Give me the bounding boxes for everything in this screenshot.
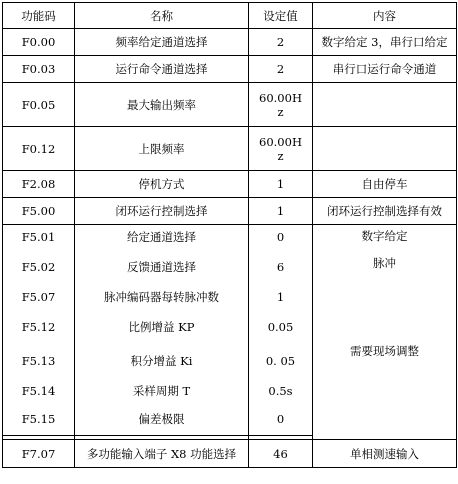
row-code: F7.07 [3,440,75,468]
table-row [3,225,457,250]
value-line: 60.00H [259,134,302,149]
row-code: F5.12 [3,310,75,344]
row-content: 闭环运行控制选择有效 [313,198,457,225]
value-line: z [277,104,284,119]
row-code: F2.08 [3,171,75,198]
row-value: 6 [249,250,313,284]
row-value: 0.5s [249,378,313,404]
row-code: F0.00 [3,29,75,56]
merged-content-line: 需要现场调整 [350,344,419,358]
value-line: 60.00H [259,90,302,105]
row-content: 数字给定 3，串行口给定 [313,29,457,56]
table-row [3,56,457,83]
row-code: F5.00 [3,198,75,225]
row-code: F0.12 [3,127,75,171]
row-value: 2 [249,29,313,56]
row-code: F5.07 [3,284,75,310]
row-content [313,127,457,171]
row-name: 运行命令通道选择 [75,56,249,83]
header-name: 名称 [75,3,249,29]
parameter-table [2,2,457,468]
header-content: 内容 [313,3,457,29]
row-code: F5.15 [3,404,75,436]
row-name: 脉冲编码器每转脉冲数 [75,284,249,310]
row-name: 采样周期 T [75,378,249,404]
row-name: 最大输出频率 [75,83,249,127]
row-code: F5.13 [3,344,75,378]
row-value: 0 [249,225,313,250]
row-name: 停机方式 [75,171,249,198]
row-name: 偏差极限 [75,404,249,436]
table-row [3,440,457,468]
row-value: 1 [249,171,313,198]
merged-content-line: 脉冲 [373,256,396,270]
row-value [249,127,313,171]
row-content: 串行口运行命令通道 [313,56,457,83]
row-value: 1 [249,198,313,225]
table-row [3,171,457,198]
row-code: F5.01 [3,225,75,250]
row-value: 1 [249,284,313,310]
row-code: F5.02 [3,250,75,284]
header-value: 设定值 [249,3,313,29]
value-line: z [277,148,284,163]
row-value: 0. 05 [249,344,313,378]
merged-content-cell [313,225,457,440]
row-value: 2 [249,56,313,83]
row-value [249,83,313,127]
table-row [3,127,457,171]
row-value: 0.05 [249,310,313,344]
row-code: F5.14 [3,378,75,404]
row-code: F0.03 [3,56,75,83]
header-code: 功能码 [3,3,75,29]
row-name: 比例增益 KP [75,310,249,344]
row-name: 给定通道选择 [75,225,249,250]
row-name: 反馈通道选择 [75,250,249,284]
row-name: 闭环运行控制选择 [75,198,249,225]
row-value: 0 [249,404,313,436]
row-content: 单相测速输入 [313,440,457,468]
table-row [3,198,457,225]
row-content [313,83,457,127]
table-row [3,29,457,56]
row-content: 自由停车 [313,171,457,198]
row-code: F0.05 [3,83,75,127]
row-name: 积分增益 Ki [75,344,249,378]
row-value: 46 [249,440,313,468]
row-name: 频率给定通道选择 [75,29,249,56]
table-header-row [3,3,457,29]
row-name: 多功能输入端子 X8 功能选择 [75,440,249,468]
merged-content-line: 数字给定 [361,229,408,243]
row-name: 上限频率 [75,127,249,171]
table-row [3,83,457,127]
